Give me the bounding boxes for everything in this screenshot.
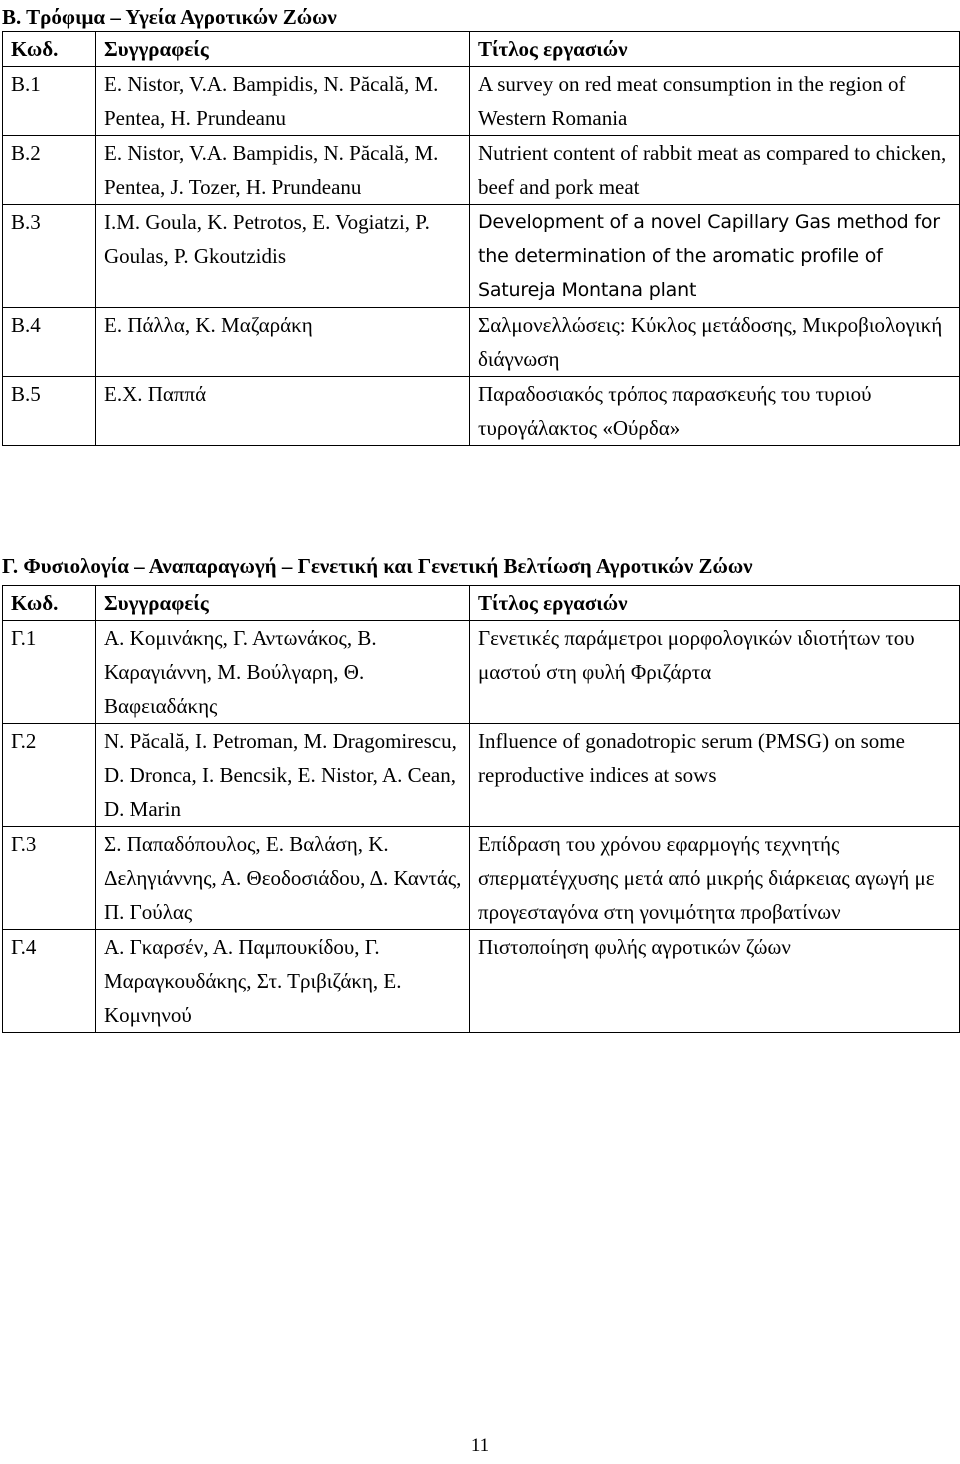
row-authors: Σ. Παπαδόπουλος, Ε. Βαλάση, Κ. Δεληγιάννης, Α. Θεοδοσιάδου, Δ. Καντάς, Π. Γούλας (96, 827, 470, 930)
table-row (3, 308, 960, 377)
row-title: A survey on red meat consumption in the region of Western Romania (470, 67, 960, 136)
table-header-row (3, 586, 960, 621)
row-title: Nutrient content of rabbit meat as compared to chicken, beef and pork meat (470, 136, 960, 205)
header-authors: Συγγραφείς (96, 586, 470, 621)
row-authors: E. Nistor, V.A. Bampidis, N. Păcală, M. Pentea, H. Prundeanu (96, 67, 470, 136)
section-b-table (2, 31, 960, 446)
row-authors: Ε.Χ. Παππά (96, 377, 470, 446)
row-code: Γ.3 (3, 827, 96, 930)
table-row (3, 67, 960, 136)
table-row (3, 136, 960, 205)
row-authors: N. Păcală, I. Petroman, M. Dragomirescu, D. Dronca, I. Bencsik, E. Nistor, A. Cean, D. Marin (96, 724, 470, 827)
header-code: Κωδ. (3, 32, 96, 67)
row-authors: E. Nistor, V.A. Bampidis, N. Păcală, M. Pentea, J. Tozer, H. Prundeanu (96, 136, 470, 205)
section-c-title: Γ. Φυσιολογία – Αναπαραγωγή – Γενετική και Γενετική Βελτίωση Αγροτικών Ζώων (2, 554, 753, 578)
row-title: Γενετικές παράμετροι μορφολογικών ιδιοτήτων του μαστού στη φυλή Φριζάρτα (470, 621, 960, 724)
row-authors: Α. Κομινάκης, Γ. Αντωνάκος, Β. Καραγιάννη, Μ. Βούλγαρη, Θ. Βαφειαδάκης (96, 621, 470, 724)
section-c-table (2, 585, 960, 1033)
table-row (3, 827, 960, 930)
section-b-title: Β. Τρόφιμα – Υγεία Αγροτικών Ζώων (2, 5, 337, 29)
table-row (3, 377, 960, 446)
row-title: Παραδοσιακός τρόπος παρασκευής του τυριού τυρογάλακτος «Ούρδα» (470, 377, 960, 446)
row-code: Γ.2 (3, 724, 96, 827)
row-title: Επίδραση του χρόνου εφαρμογής τεχνητής σπερματέγχυσης μετά από μικρής διάρκειας αγωγή με προγεσταγόνα στη γονιμότητα προβατίνων (470, 827, 960, 930)
row-code: B.4 (3, 308, 96, 377)
table-row (3, 930, 960, 1033)
row-code: B.2 (3, 136, 96, 205)
row-title: Πιστοποίηση φυλής αγροτικών ζώων (470, 930, 960, 1033)
header-authors: Συγγραφείς (96, 32, 470, 67)
table-row (3, 621, 960, 724)
header-title: Τίτλος εργασιών (470, 32, 960, 67)
row-authors: Ε. Πάλλα, Κ. Μαζαράκη (96, 308, 470, 377)
row-code: B.1 (3, 67, 96, 136)
header-title: Τίτλος εργασιών (470, 586, 960, 621)
page-number: 11 (470, 1435, 490, 1456)
row-title: Development of a novel Capillary Gas method for the determination of the aromatic profile of Satureja Montana plant (470, 205, 960, 308)
row-code: Γ.1 (3, 621, 96, 724)
row-title: Σαλμονελλώσεις: Κύκλος μετάδοσης, Μικροβιολογική διάγνωση (470, 308, 960, 377)
row-code: Γ.4 (3, 930, 96, 1033)
row-authors: Α. Γκαρσέν, Α. Παμπουκίδου, Γ. Μαραγκουδάκης, Στ. Τριβιζάκη, Ε. Κομνηνού (96, 930, 470, 1033)
table-header-row (3, 32, 960, 67)
table-row (3, 724, 960, 827)
row-authors: I.M. Goula, K. Petrotos, E. Vogiatzi, P. Goulas, P. Gkoutzidis (96, 205, 470, 308)
header-code: Κωδ. (3, 586, 96, 621)
table-row (3, 205, 960, 308)
row-title: Influence of gonadotropic serum (PMSG) on some reproductive indices at sows (470, 724, 960, 827)
row-code: B.5 (3, 377, 96, 446)
row-code: B.3 (3, 205, 96, 308)
